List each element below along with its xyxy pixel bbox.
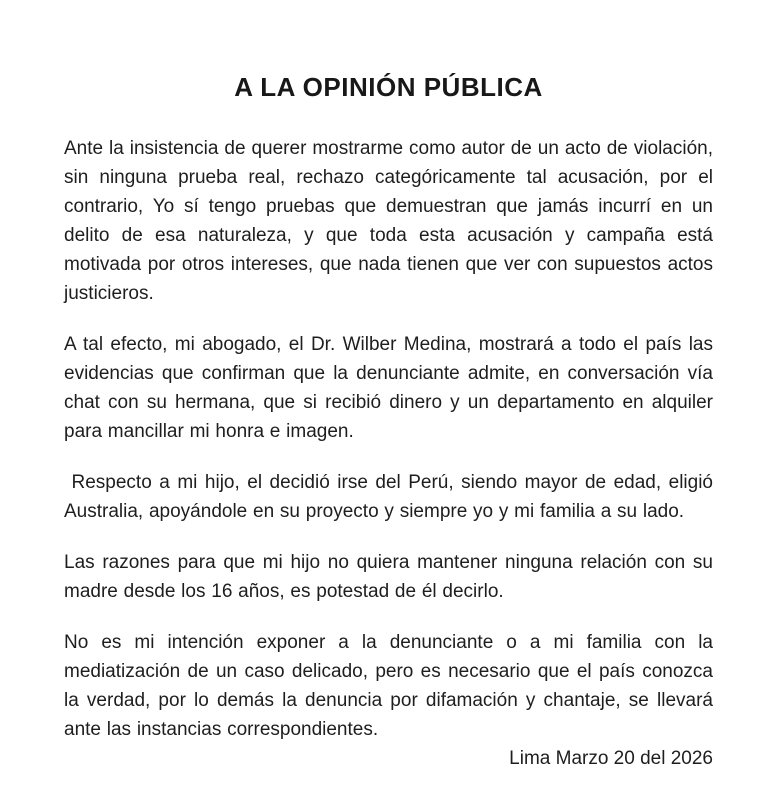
paragraph-closing-statement: No es mi intención exponer a la denunciante o a mi familia con la mediatización de un caso delicado, pero es necesario que el país conozca la verdad, por lo demás la denuncia por difamación y chantaje, se llevará ante las instancias correspondientes.: [64, 632, 713, 740]
document-title: A LA OPINIÓN PÚBLICA: [234, 72, 543, 102]
paragraph-lawyer-evidence: A tal efecto, mi abogado, el Dr. Wilber Medina, mostrará a todo el país las evidencias que confirman que la denunciante admite, en conversación vía chat con su hermana, que si recibió dinero y un departamento en alquiler para mancillar mi honra e imagen.: [64, 334, 713, 442]
dateline: Lima Marzo 20 del 2026: [509, 748, 713, 769]
paragraph-son-australia: Respecto a mi hijo, el decidió irse del Perú, siendo mayor de edad, eligió Australia, apoyándole en su proyecto y siempre yo y mi familia a su lado.: [64, 472, 713, 522]
paragraph-son-reasons: Las razones para que mi hijo no quiera mantener ninguna relación con su madre desde los 16 años, es potestad de él decirlo.: [64, 552, 713, 602]
paragraph-accusation-rejection: Ante la insistencia de querer mostrarme como autor de un acto de violación, sin ninguna prueba real, rechazo categóricamente tal acusación, por el contrario, Yo sí tengo pruebas que demuestran que jamás incurrí en un delito de esa naturaleza, y que toda esta acusación y campaña está motivada por otros intereses, que nada tienen que ver con supuestos actos justicieros.: [64, 138, 713, 304]
